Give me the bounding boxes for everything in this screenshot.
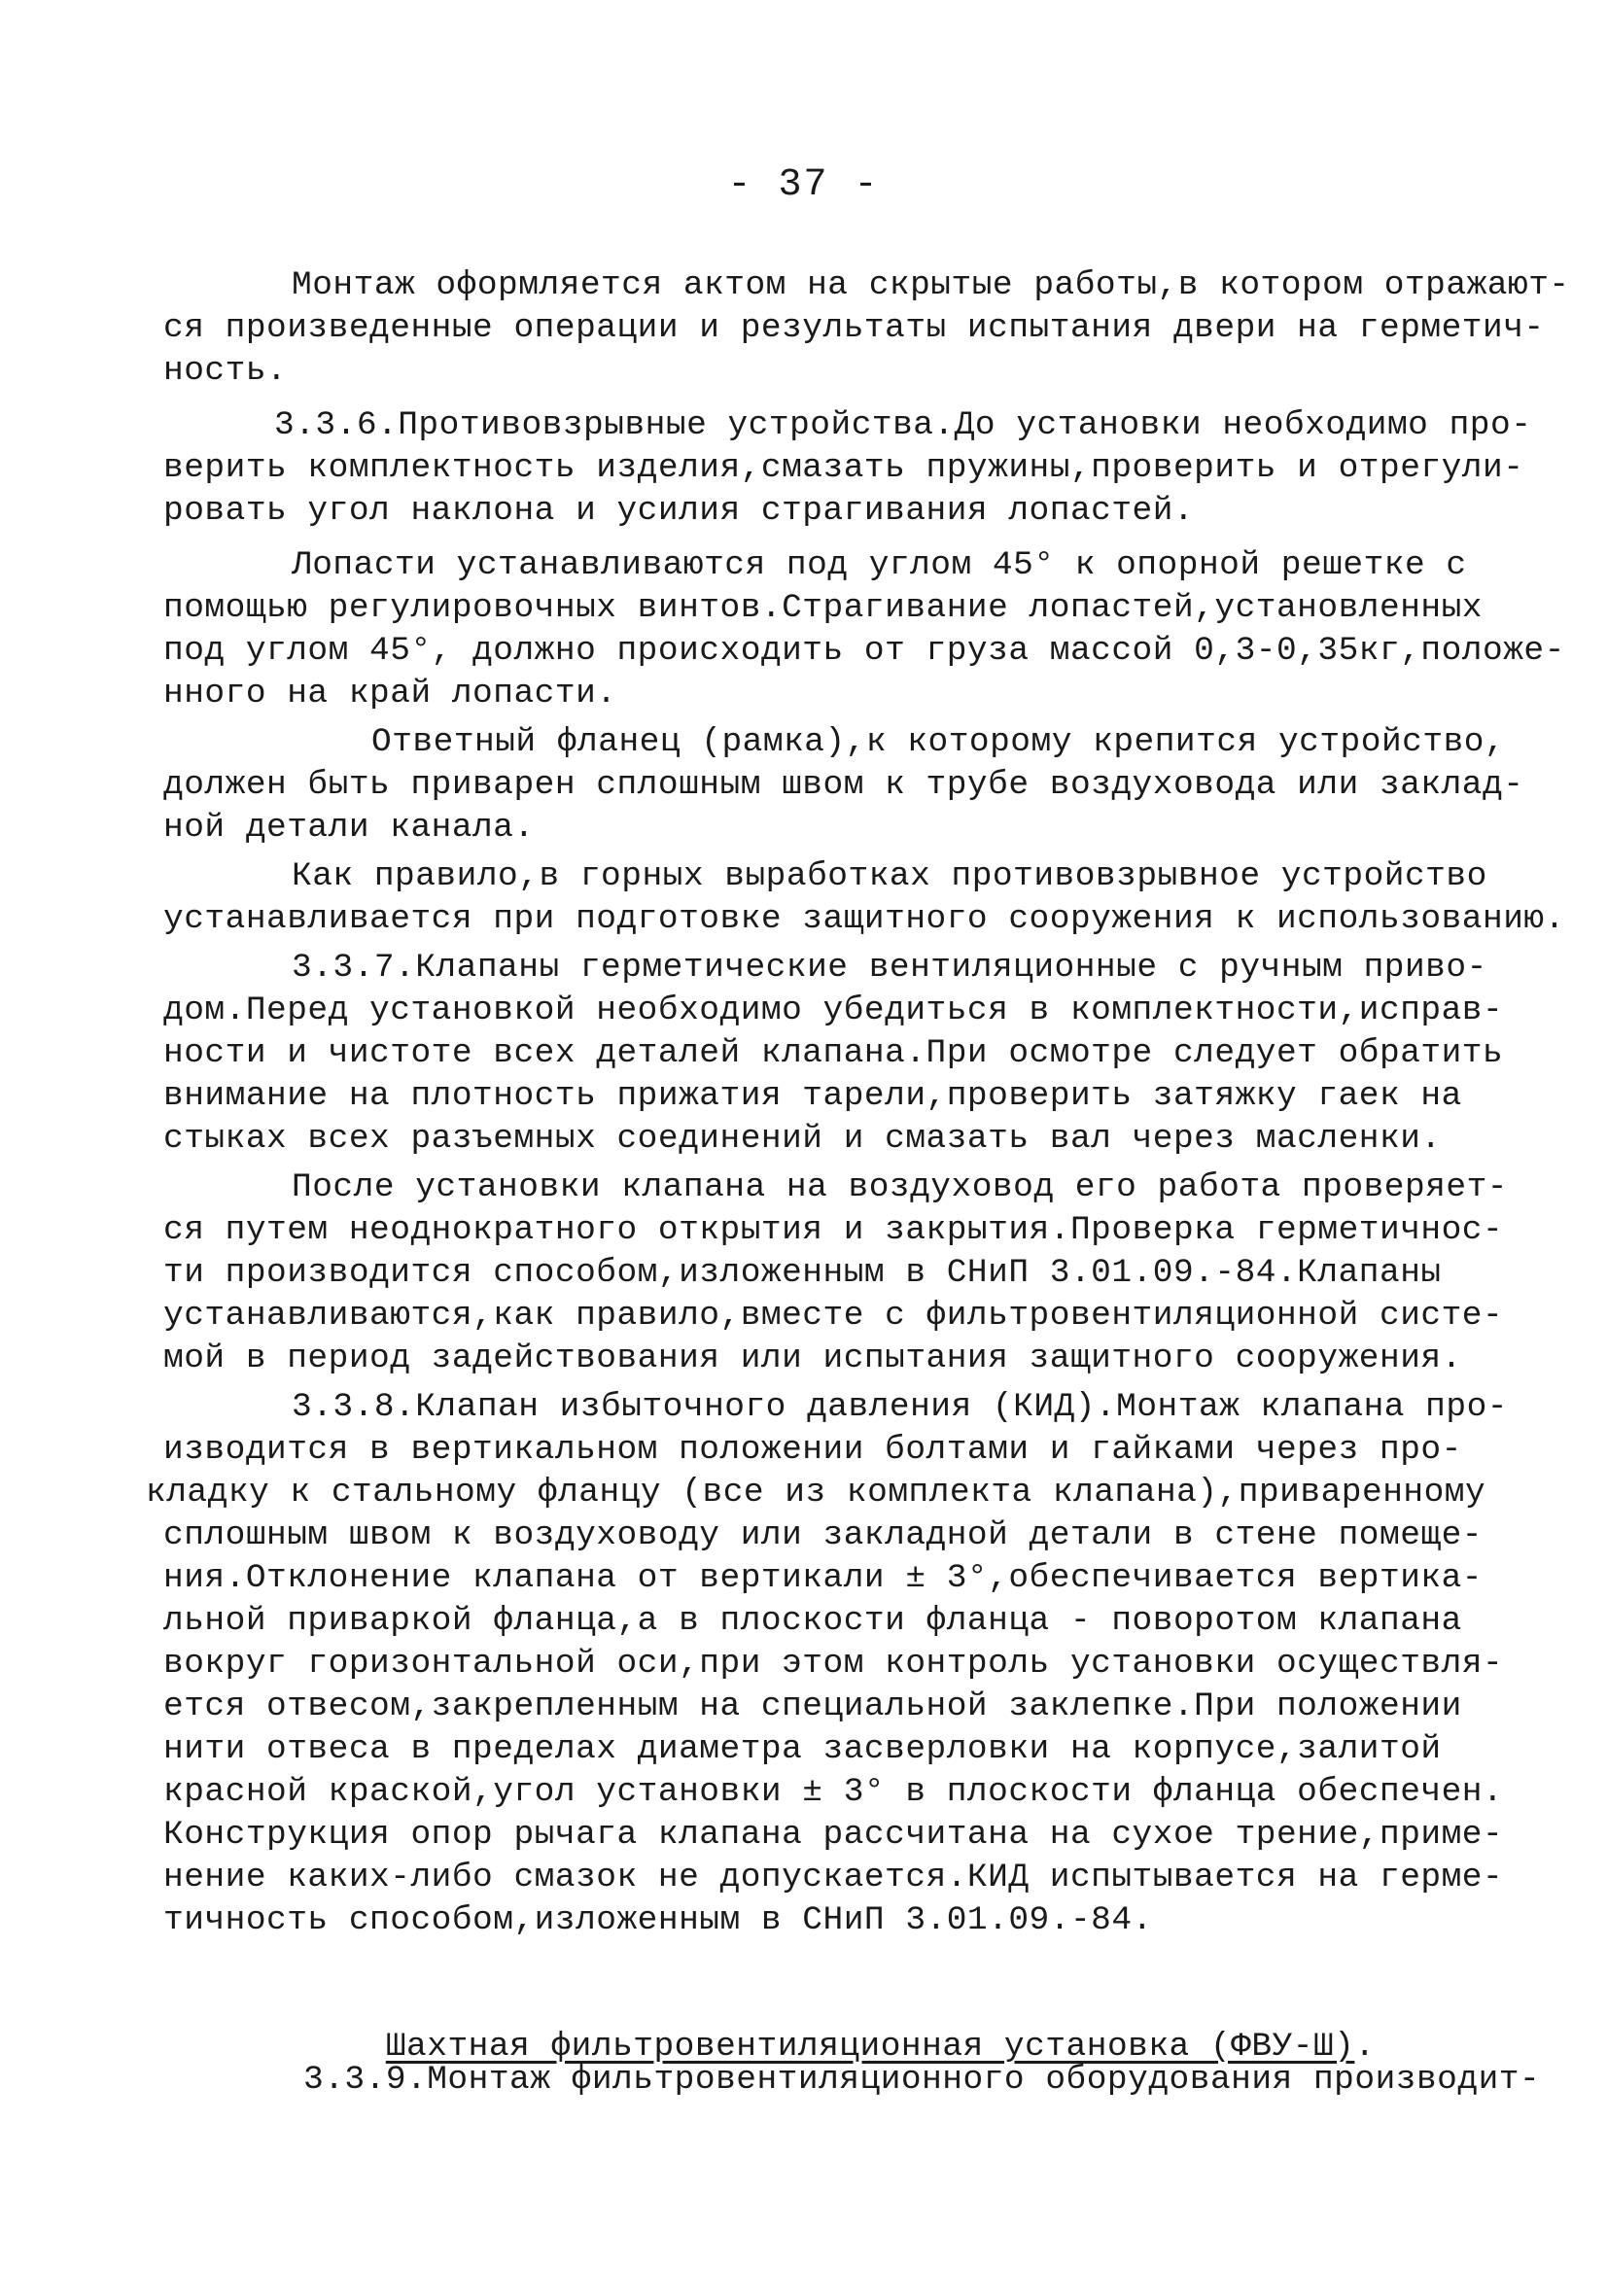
text-line: ной детали канала. [163,809,535,847]
text-line: тичность способом,изложенным в СНиП 3.01.09.-84. [163,1901,1153,1939]
text-line: нити отвеса в пределах диаметра засверловки на корпусе,залитой [163,1730,1442,1768]
text-line: красной краской,угол установки ± 3° в плоскости фланца обеспечен. [163,1773,1504,1811]
text-line: льной приваркой фланца,а в плоскости фланца - поворотом клапана [163,1602,1462,1640]
text-line: ния.Отклонение клапана от вертикали ± 3°,обеспечивается вертика- [163,1559,1484,1597]
text-line: устанавливается при подготовке защитного сооружения к использованию. [163,900,1565,938]
text-line: ся произведенные операции и результаты испытания двери на герметич- [163,309,1545,347]
text-line: После установки клапана на воздуховод его работа проверяет- [292,1168,1508,1206]
section-3-3-8-start: 3.3.8.Клапан избыточного давления (КИД).Монтаж клапана про- [292,1388,1508,1426]
text-line: мой в период задействования или испытания защитного сооружения. [163,1339,1462,1377]
text-line: ность. [163,352,288,390]
text-line: кладку к стальному фланцу (все из комплекта клапана),приваренному [146,1474,1486,1512]
text-line: ся путем неоднократного открытия и закрытия.Проверка герметичнос- [163,1211,1504,1249]
text-line: Монтаж оформляется актом на скрытые работы,в котором отражают- [292,266,1570,304]
text-line: нного на край лопасти. [163,675,617,713]
text-line: ности и чистоте всех деталей клапана.При осмотре следует обратить [163,1034,1504,1072]
text-line: вокруг горизонтальной оси,при этом контроль установки осуществля- [163,1645,1504,1683]
text-line: сплошным швом к воздуховоду или закладной детали в стене помеще- [163,1516,1484,1554]
text-line: Как правило,в горных выработках противовзрывное устройство [292,857,1487,895]
text-line: ется отвесом,закрепленным на специальной заклепке.При положении [163,1687,1462,1725]
text-line: верить комплектность изделия,смазать пружины,проверить и отрегули- [163,449,1524,487]
text-line: дом.Перед установкой необходимо убедиться в комплектности,исправ- [163,991,1504,1029]
text-line: ровать угол наклона и усилия страгивания лопастей. [163,492,1195,530]
text-line: изводится в вертикальном положении болтами и гайками через про- [163,1431,1462,1469]
text-line: стыках всех разъемных соединений и смазать вал через масленки. [163,1120,1442,1158]
text-line: Ответный фланец (рамка),к которому крепится устройство, [371,723,1506,761]
text-line: Лопасти устанавливаются под углом 45° к опорной решетке с [292,546,1467,584]
section-3-3-6-start: 3.3.6.Противовзрывные устройства.До установки необходимо про- [274,406,1532,444]
text-line: под углом 45°, должно происходить от груза массой 0,3-0,35кг,положе- [163,632,1565,670]
text-line: внимание на плотность прижатия тарели,проверить затяжку гаек на [163,1077,1462,1115]
text-line: помощью регулировочных винтов.Страгивание лопастей,установленных [163,589,1484,627]
text-line: должен быть приварен сплошным швом к трубе воздуховода или заклад- [163,766,1524,804]
text-line: ти производится способом,изложенным в СНиП 3.01.09.-84.Клапаны [163,1254,1442,1292]
section-3-3-7-start: 3.3.7.Клапаны герметические вентиляционные с ручным приво- [292,949,1487,987]
section-3-3-9-start: 3.3.9.Монтаж фильтровентиляционного оборудования производит- [303,2061,1541,2099]
text-line: нение каких-либо смазок не допускается.КИД испытывается на герме- [163,1859,1504,1896]
text-line: Конструкция опор рычага клапана рассчитана на сухое трение,приме- [163,1816,1504,1854]
page-number: - 37 - [727,163,880,207]
text-line: устанавливаются,как правило,вместе с фильтровентиляционной систе- [163,1297,1504,1335]
section-heading-suffix: . [1354,2028,1376,2066]
section-heading-text: Шахтная фильтровентиляционная установка (ФВУ-Ш) [385,2028,1355,2066]
